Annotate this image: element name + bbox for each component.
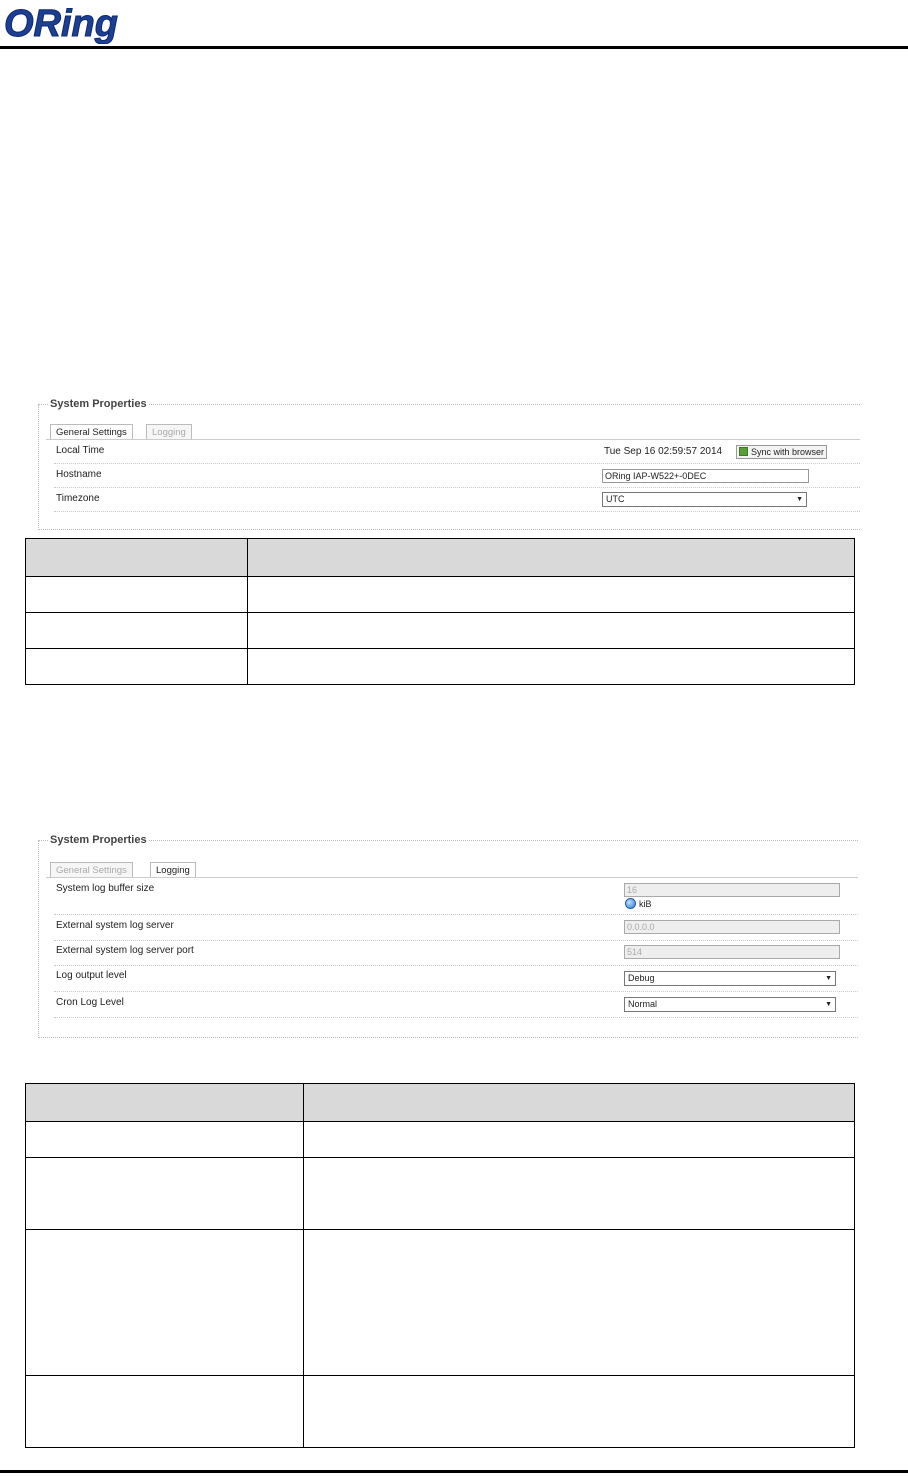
tab-bar-line xyxy=(46,877,858,878)
table-cell xyxy=(26,1122,304,1158)
fieldset-legend: System Properties xyxy=(50,398,147,410)
tab-logging[interactable]: Logging xyxy=(146,424,192,440)
table-cell xyxy=(304,1158,855,1230)
table-cell xyxy=(26,1158,304,1230)
table-cell xyxy=(304,1376,855,1448)
cron-log-level-label: Cron Log Level xyxy=(56,997,124,1008)
sync-button-label: Sync with browser xyxy=(751,447,825,457)
table-cell xyxy=(304,1230,855,1376)
log-buffer-size-field[interactable]: 16 xyxy=(624,883,840,897)
log-buffer-size-label: System log buffer size xyxy=(56,883,155,894)
table-cell xyxy=(26,577,248,613)
table-header-cell xyxy=(248,539,855,577)
table-header-cell xyxy=(304,1084,855,1122)
log-server-label: External system log server xyxy=(56,920,174,931)
tab-bar-line xyxy=(46,439,860,440)
oring-logo xyxy=(2,0,152,44)
cron-log-level-select[interactable] xyxy=(624,997,836,1012)
row-divider xyxy=(54,991,858,993)
table-cell xyxy=(26,613,248,649)
local-time-label: Local Time xyxy=(56,445,105,456)
tab-general-settings[interactable]: General Settings xyxy=(50,424,133,440)
info-icon xyxy=(625,898,636,909)
system-properties-general-panel xyxy=(36,398,860,530)
fieldset-legend: System Properties xyxy=(50,834,147,846)
row-divider xyxy=(54,940,858,942)
row-divider xyxy=(54,463,860,465)
row-divider xyxy=(54,487,860,489)
timezone-label: Timezone xyxy=(56,493,100,504)
table-cell xyxy=(248,649,855,685)
chevron-down-icon: ▼ xyxy=(825,1001,832,1008)
system-properties-logging-panel xyxy=(36,834,858,1038)
hostname-label: Hostname xyxy=(56,469,102,480)
table-cell xyxy=(304,1122,855,1158)
log-server-port-field[interactable]: 514 xyxy=(624,945,840,959)
log-server-port-label: External system log server port xyxy=(56,945,194,956)
local-time-value: Tue Sep 16 02:59:57 2014 xyxy=(604,446,723,457)
row-divider xyxy=(54,965,858,967)
hostname-field[interactable]: ORing IAP-W522+-0DEC xyxy=(602,469,809,483)
tab-logging[interactable]: Logging xyxy=(150,862,196,878)
table-cell xyxy=(26,649,248,685)
log-output-level-value: Debug xyxy=(628,973,655,983)
log-server-field[interactable]: 0.0.0.0 xyxy=(624,920,840,934)
log-output-level-label: Log output level xyxy=(56,970,127,981)
sync-icon xyxy=(739,447,748,456)
table-cell xyxy=(248,577,855,613)
chevron-down-icon: ▼ xyxy=(796,496,803,503)
log-output-level-select[interactable] xyxy=(624,971,836,986)
row-divider xyxy=(54,914,858,916)
cron-log-level-value: Normal xyxy=(628,999,658,1009)
header-rule xyxy=(0,46,908,49)
timezone-select[interactable] xyxy=(602,492,807,507)
tab-general-settings[interactable]: General Settings xyxy=(50,862,133,878)
table-cell xyxy=(26,1376,304,1448)
row-divider xyxy=(54,1017,858,1019)
table-header-cell xyxy=(26,1084,304,1122)
row-divider xyxy=(54,511,860,513)
sync-with-browser-button[interactable] xyxy=(736,445,827,459)
svg-text:ORing: ORing xyxy=(4,3,118,44)
table-cell xyxy=(248,613,855,649)
table-header-cell xyxy=(26,539,248,577)
table-cell xyxy=(26,1230,304,1376)
description-table-1 xyxy=(25,538,855,685)
description-table-2 xyxy=(25,1083,855,1448)
log-buffer-unit: kiB xyxy=(639,899,652,909)
chevron-down-icon: ▼ xyxy=(825,975,832,982)
footer-rule xyxy=(0,1470,908,1473)
timezone-select-value: UTC xyxy=(606,494,625,504)
